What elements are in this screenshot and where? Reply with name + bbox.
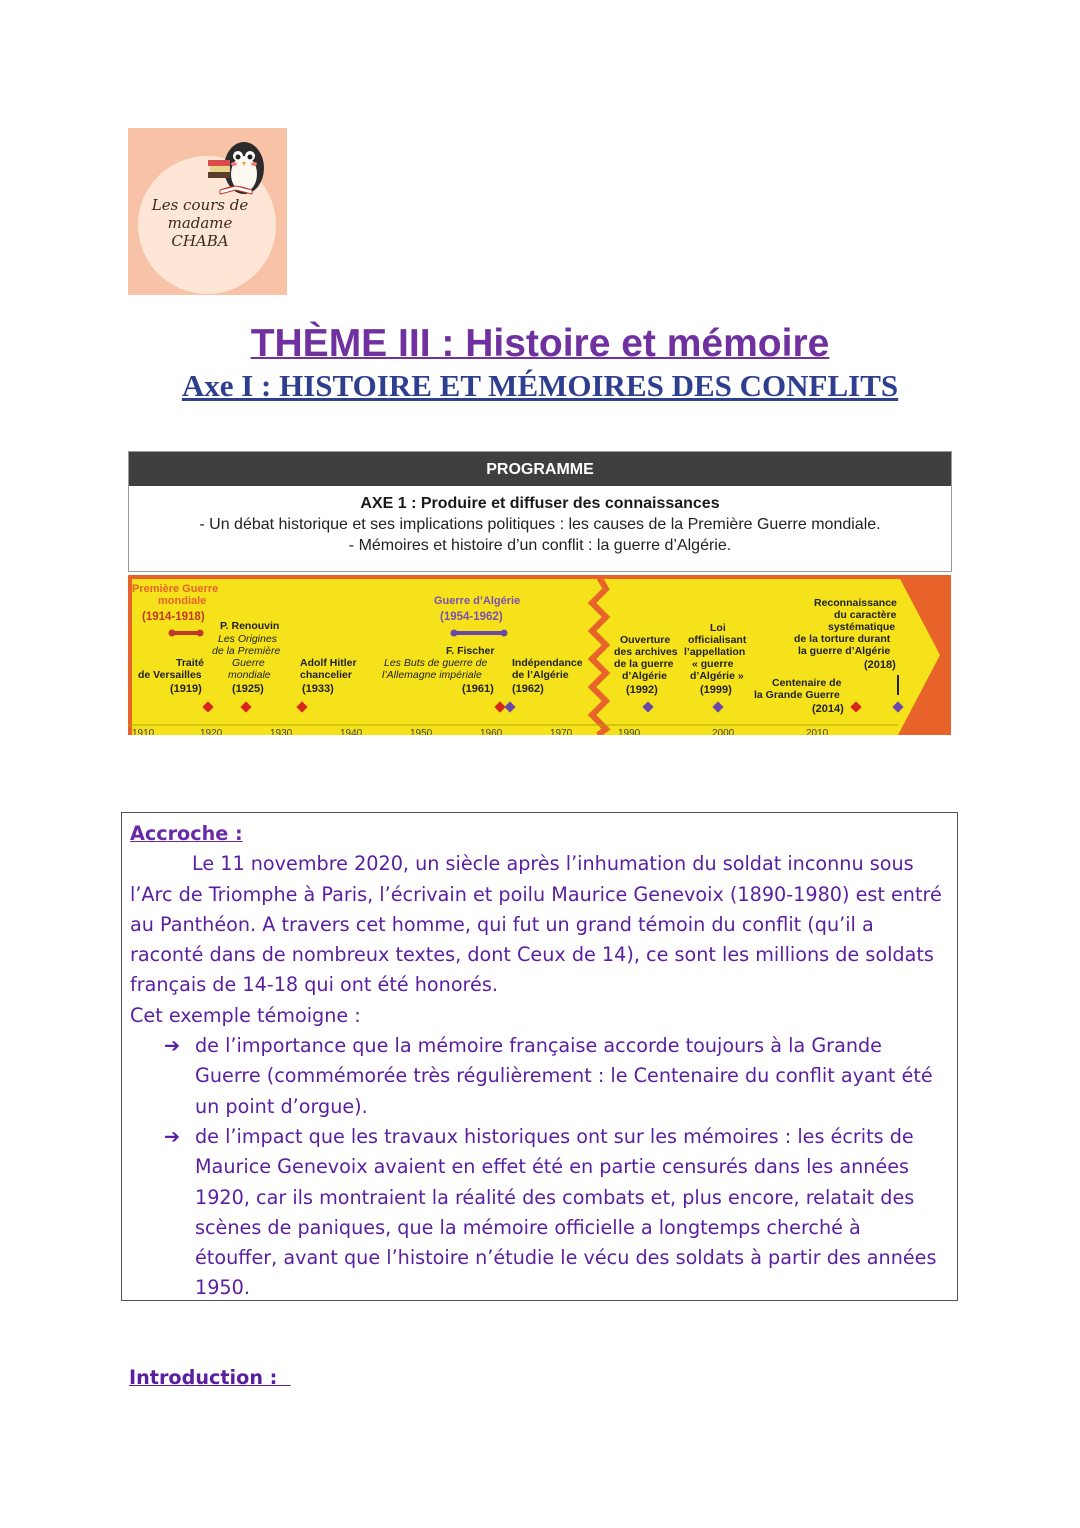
archives-4: d’Algérie [622,670,667,682]
programme-heading: PROGRAMME [129,452,951,486]
loi-4: « guerre [692,658,734,670]
centenaire-1: Centenaire de [772,677,842,689]
axis-label-1940: 1940 [340,728,363,735]
hitler-2: chancelier [300,669,352,681]
algeria-title: Guerre d’Algérie [434,595,521,607]
programme-axe: AXE 1 : Produire et diffuser des connaissances [360,495,720,512]
accroche-paragraph: Le 11 novembre 2020, un siècle après l’inhumation du soldat inconnu sous l’Arc de Triomphe à Paris, l’écrivain et poilu Maurice Genevoix (1890-1980) est entré au Panthéon. A travers cet homme, qui fut un grand témoin du conflit (qu’il a raconté dans de nombreux textes, dont Ceux de 14), ce sont les millions de soldats français de 14-18 qui ont été honorés. [130,852,942,997]
algeria-end [501,630,508,637]
axis-label-2000: 2000 [712,728,735,735]
renouvin: P. Renouvin [220,620,280,632]
accroche-lead: Cet exemple témoigne : [130,1003,361,1027]
introduction-heading: Introduction : [129,1366,291,1389]
ww1-start [169,630,176,637]
list-item [130,1031,949,1122]
arrow-right-icon: ➔ [164,1124,181,1148]
archives-3: de la guerre [614,658,674,670]
renouvin-book-4: mondiale [228,669,271,681]
programme-line-1: - Un débat historique et ses implications politiques : les causes de la Première Guerre mondiale. [199,516,881,533]
versailles-2: de Versailles [138,669,202,681]
independance-year: (1962) [512,683,544,695]
bullet-text: de l’impact que les travaux historiques ont sur les mémoires : les écrits de Maurice Genevoix avaient en effet été en partie censurés dans les années 1920, car ils montraient la réalité des combats et, plus encore, relatait des scènes de paniques, que la mémoire officielle a longtemps cherché à étouffer, avant que l’histoire n’étudie le vécu des soldats à partir des années 1950. [195,1124,937,1300]
programme-box [128,451,952,572]
timeline-top-border [128,575,951,579]
axis-label-1960: 1960 [480,728,503,735]
renouvin-book-1: Les Origines [218,633,277,645]
loi-2: officialisant [688,634,747,646]
axe-title: Axe I : HISTOIRE ET MÉMOIRES DES CONFLITS [181,368,899,403]
torture-1: Reconnaissance [814,597,897,609]
axis-label-2010: 2010 [806,728,829,735]
accroche-list [130,1031,949,1304]
hitler-1: Adolf Hitler [300,657,357,669]
renouvin-year: (1925) [232,683,264,695]
axis-label-1910: 1910 [132,728,155,735]
theme-title: THÈME III : Histoire et mémoire [250,322,830,365]
centenaire-2: la Grande Guerre [754,689,840,701]
fischer-year: (1961) [462,683,494,695]
torture-5: la guerre d’Algérie [798,645,891,657]
loi-5: d’Algérie » [690,670,744,682]
ww1-dates: (1914-1918) [142,611,205,623]
accroche-box [121,812,958,1301]
penguin-icon [206,130,276,202]
programme-line-2: - Mémoires et histoire d’un conflit : la guerre d’Algérie. [348,537,732,554]
loi-1: Loi [710,622,726,634]
ww1-title-1: Première Guerre [132,583,219,595]
timeline-left-border [128,575,132,735]
axis-label-1990: 1990 [618,728,641,735]
archives-2: des archives [614,646,678,658]
fischer-book-1: Les Buts de guerre de [384,657,488,669]
algeria-start [451,630,458,637]
timeline [128,575,951,735]
axis-label-1970: 1970 [550,728,573,735]
ww1-end [197,630,204,637]
arrow-right-icon: ➔ [164,1034,181,1058]
renouvin-book-3: Guerre [232,657,265,669]
accroche-heading: Accroche : [130,822,243,845]
algeria-dates: (1954-1962) [440,611,503,623]
renouvin-book-2: de la Première [212,645,281,657]
axis-label-1950: 1950 [410,728,433,735]
hitler-year: (1933) [302,683,334,695]
torture-4: de la torture durant [794,633,891,645]
archives-year: (1992) [626,684,658,696]
versailles-year: (1919) [170,683,202,695]
logo [128,128,287,295]
loi-3: l’appellation [684,646,746,658]
torture-year: (2018) [864,659,896,671]
independance-1: Indépendance [512,657,583,669]
fischer-book-2: l’Allemagne impériale [382,669,482,681]
torture-3: systématique [828,621,896,633]
ww1-title-2: mondiale [158,595,207,607]
archives-1: Ouverture [620,634,671,646]
independance-2: de l’Algérie [512,669,569,681]
bullet-text: de l’importance que la mémoire française accorde toujours à la Grande Guerre (commémorée très régulièrement : le Centenaire du conflit ayant été un point d’orgue). [195,1034,933,1118]
axis-label-1920: 1920 [200,728,223,735]
list-item [130,1122,949,1304]
loi-year: (1999) [700,684,732,696]
axis-label-1930: 1930 [270,728,293,735]
versailles-1: Traité [176,657,205,669]
centenaire-year: (2014) [812,703,844,715]
fischer: F. Fischer [446,645,495,657]
torture-2: du caractère [834,609,897,621]
logo-text: Les cours de madame CHABA [151,196,249,250]
